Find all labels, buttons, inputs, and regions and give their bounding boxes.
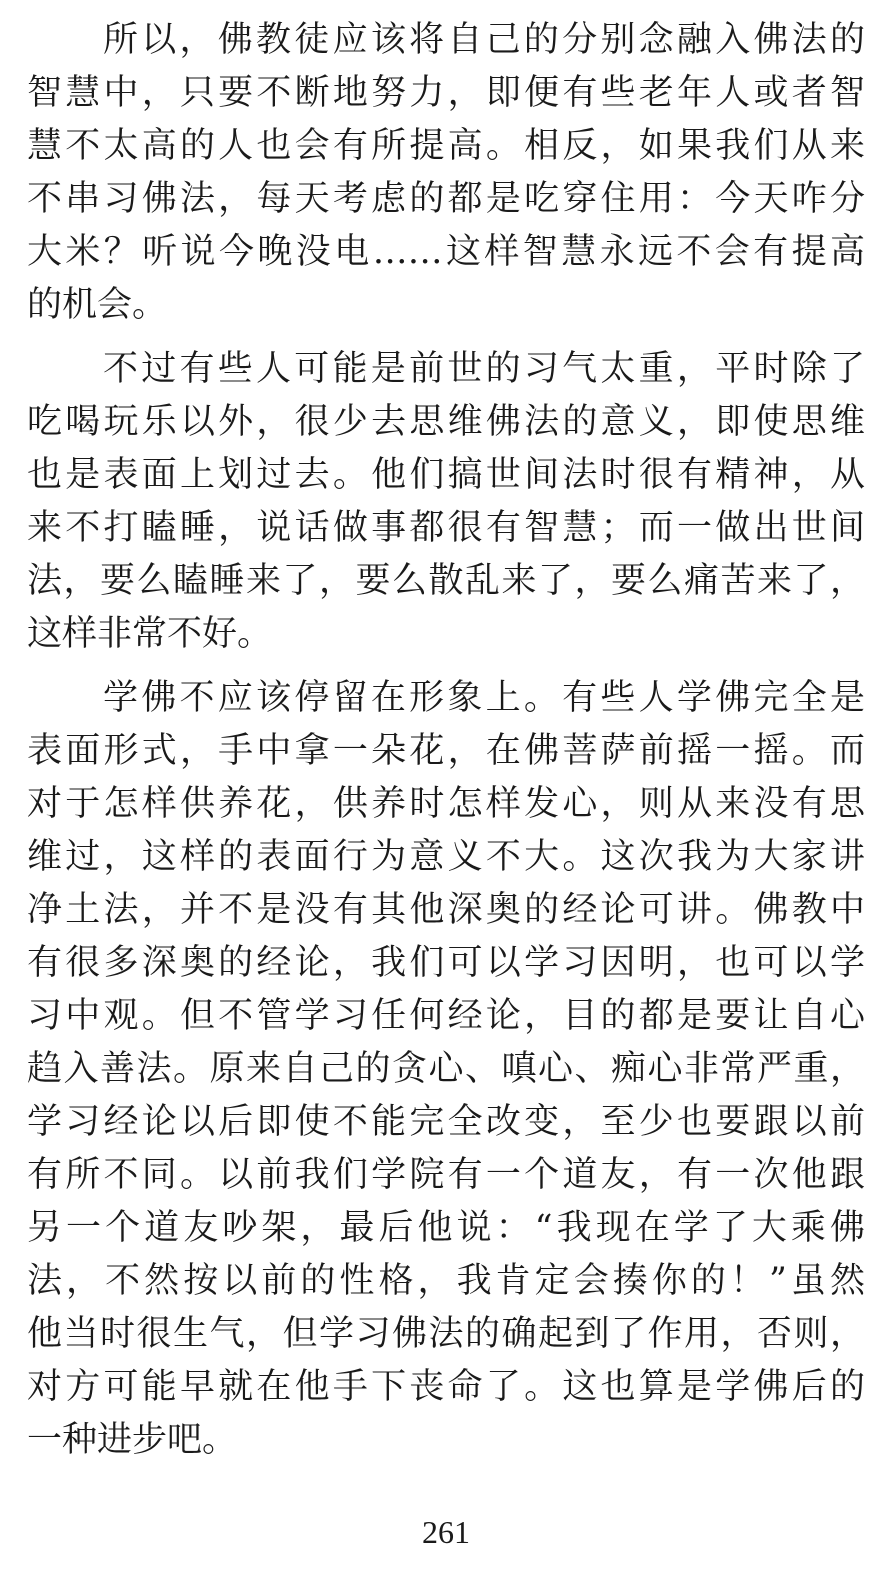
paragraph-3-line-3: 对于怎样供养花，供养时怎样发心，则从来没有思 <box>27 784 865 824</box>
paragraph-2-line-3: 也是表面上划过去。他们搞世间法时很有精神，从 <box>27 455 865 495</box>
paragraph-3-line-6: 有很多深奥的经论，我们可以学习因明，也可以学 <box>27 943 865 983</box>
paragraph-3-line-15: 一种进步吧。 <box>27 1420 238 1460</box>
paragraph-1-line-1: 所以，佛教徒应该将自己的分别念融入佛法的 <box>103 20 865 60</box>
paragraph-3-line-1: 学佛不应该停留在形象上。有些人学佛完全是 <box>103 678 865 718</box>
paragraph-3-line-9: 学习经论以后即使不能完全改变，至少也要跟以前 <box>27 1102 865 1142</box>
paragraph-3-line-11: 另一个道友吵架，最后他说：“我现在学了大乘佛 <box>27 1208 865 1248</box>
paragraph-1-line-5: 大米？听说今晚没电……这样智慧永远不会有提高 <box>27 232 865 272</box>
paragraph-1-line-4: 不串习佛法，每天考虑的都是吃穿住用：今天咋分 <box>27 179 865 219</box>
paragraph-1-line-6: 的机会。 <box>27 285 168 325</box>
paragraph-3-line-10: 有所不同。以前我们学院有一个道友，有一次他跟 <box>27 1155 865 1195</box>
paragraph-1-line-2: 智慧中，只要不断地努力，即便有些老年人或者智 <box>27 73 865 113</box>
paragraph-3-line-5: 净土法，并不是没有其他深奥的经论可讲。佛教中 <box>27 890 865 930</box>
paragraph-3-line-14: 对方可能早就在他手下丧命了。这也算是学佛后的 <box>27 1367 865 1407</box>
paragraph-2-line-1: 不过有些人可能是前世的习气太重，平时除了 <box>103 349 865 389</box>
paragraph-3-line-7: 习中观。但不管学习任何经论，目的都是要让自心 <box>27 996 865 1036</box>
paragraph-1-line-3: 慧不太高的人也会有所提高。相反，如果我们从来 <box>27 126 865 166</box>
page-number: 261 <box>422 1514 470 1550</box>
paragraph-3-line-13: 他当时很生气，但学习佛法的确起到了作用，否则， <box>27 1314 865 1354</box>
paragraph-3-line-8: 趋入善法。原来自己的贪心、嗔心、痴心非常严重， <box>27 1049 865 1089</box>
paragraph-2-line-2: 吃喝玩乐以外，很少去思维佛法的意义，即使思维 <box>27 402 865 442</box>
paragraph-2-line-5: 法，要么瞌睡来了，要么散乱来了，要么痛苦来了， <box>27 561 865 601</box>
paragraph-2-line-6: 这样非常不好。 <box>27 614 273 654</box>
paragraph-3-line-4: 维过，这样的表面行为意义不大。这次我为大家讲 <box>27 837 865 877</box>
paragraph-3-line-12: 法，不然按以前的性格，我肯定会揍你的！”虽然 <box>27 1261 865 1301</box>
paragraph-2-line-4: 来不打瞌睡，说话做事都很有智慧；而一做出世间 <box>27 508 865 548</box>
paragraph-3-line-2: 表面形式，手中拿一朵花，在佛菩萨前摇一摇。而 <box>27 731 865 771</box>
